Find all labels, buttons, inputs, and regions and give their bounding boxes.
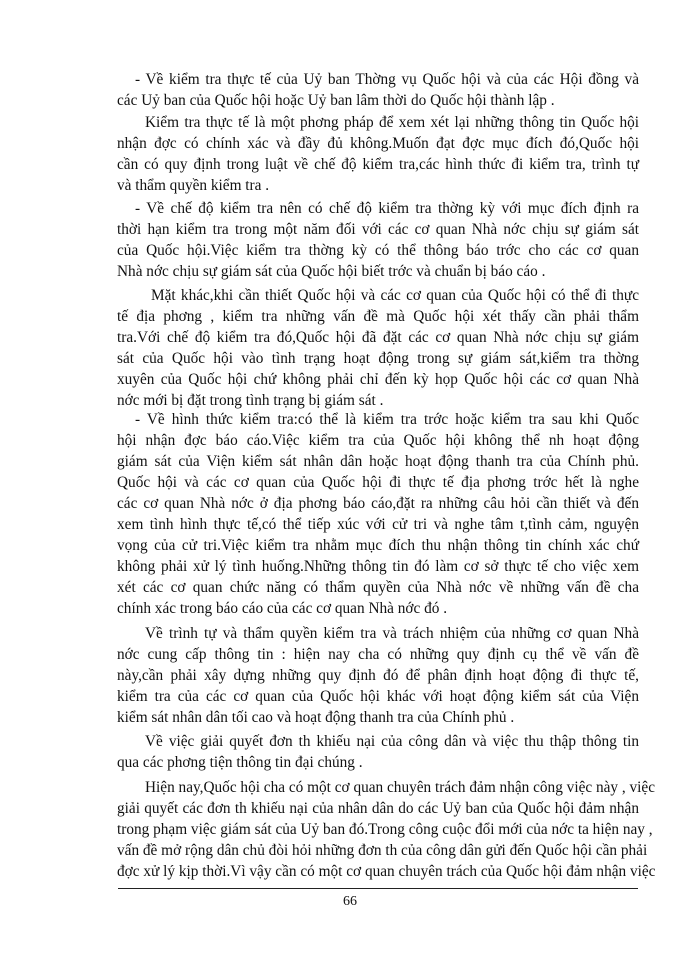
page-number: 66 — [343, 894, 357, 909]
text-line: kiểm sát nhân dân tối cao và hoạt động thanh tra của Chính phủ . — [117, 709, 515, 726]
text-line: - Về kiểm tra thực tế của Uỷ ban Thờng vụ Quốc hội và của các Hội đồng và — [135, 71, 639, 88]
text-line: nhận đợc có chính xác và đầy đủ không.Muốn đạt đợc mục đích đó,Quốc hội — [117, 135, 639, 152]
text-line: Về trình tự và thẩm quyền kiểm tra và trách nhiệm của những cơ quan Nhà — [145, 625, 639, 642]
text-line: đợc xử lý kịp thời.Vì vậy cần có một cơ quan chuyên trách của Quốc hội đảm nhận việc — [117, 863, 656, 880]
text-line: - Về chế độ kiểm tra nên có chế độ kiểm tra thờng kỳ với mục đích định ra — [135, 200, 639, 217]
text-line: không phải xử lý tình huống.Những thông tin đó làm cơ sở thực tế cho việc xem — [117, 558, 639, 575]
text-line: tế địa phơng , kiểm tra những vấn đề mà Quốc hội xét thấy cần phải thẩm — [117, 308, 639, 325]
text-line: các cơ quan Nhà nớc ở địa phơng báo cáo,đặt ra những câu hỏi cần thiết và đến — [117, 495, 639, 512]
text-line: Nhà nớc chịu sự giám sát của Quốc hội biết trớc và chuẩn bị báo cáo . — [117, 263, 546, 280]
text-line: thời hạn kiểm tra trong một năm đối với các cơ quan Nhà nớc chịu sự giám sát — [117, 221, 639, 238]
text-line: sát của Quốc hội vào tình trạng hoạt động trong sự giám sát,kiểm tra thờng — [117, 350, 639, 367]
text-line: kiểm tra của các cơ quan của Quốc hội khác với hoạt động kiểm sát của Viện — [117, 688, 639, 705]
text-line: tra.Với chế độ kiểm tra đó,Quốc hội đã đặt các cơ quan Nhà nớc chịu sự giám — [117, 329, 639, 346]
text-line: cần có quy định trong luật về chế độ kiểm tra,các hình thức đi kiểm tra, trình tự — [117, 156, 639, 173]
text-line: xét các cơ quan chức năng có thẩm quyền của Nhà nớc về những vấn đề cha — [117, 579, 639, 596]
text-line: - Về hình thức kiểm tra:có thể là kiểm tra trớc hoặc kiểm tra sau khi Quốc — [135, 411, 639, 428]
text-line: các Uỷ ban của Quốc hội hoặc Uỷ ban lâm thời do Quốc hội thành lập . — [117, 92, 555, 109]
text-line: hội nhận đợc báo cáo.Việc kiểm tra của Quốc hội không thể nh hoạt động — [117, 432, 639, 449]
text-line: giải quyết các đơn th khiếu nại của nhân dân do các Uỷ ban của Quốc hội đảm nhận — [117, 800, 639, 817]
text-line: qua các phơng tiện thông tin đại chúng . — [117, 754, 363, 771]
text-line: vọng của cử tri.Việc kiểm tra nhằm mục đích thu nhận thông tin chính xác chứ — [117, 537, 639, 554]
text-line: nớc mới bị đặt trong tình trạng bị giám sát . — [117, 392, 384, 409]
text-line: trong phạm việc giám sát của Uỷ ban đó.Trong công cuộc đổi mới của nớc ta hiện nay , — [117, 821, 653, 838]
text-line: chính xác trong báo cáo của các cơ quan Nhà nớc đó . — [117, 600, 448, 617]
text-line: vấn đề mở rộng dân chủ đòi hỏi những đơn th của công dân gửi đến Quốc hội cần phải — [117, 842, 648, 859]
text-line: giám sát của Viện kiểm sát nhân dân hoặc hoạt động thanh tra của Chính phủ. — [117, 453, 639, 470]
text-line: Kiểm tra thực tế là một phơng pháp để xem xét lại những thông tin Quốc hội — [145, 114, 639, 131]
text-line: Về việc giải quyết đơn th khiếu nại của công dân và việc thu thập thông tin — [145, 733, 639, 750]
text-line: và thẩm quyền kiểm tra . — [117, 177, 270, 194]
text-line: Quốc hội và các cơ quan của Quốc hội đi thực tế địa phơng trớc hết là nghe — [117, 474, 639, 491]
text-line: Mặt khác,khi cần thiết Quốc hội và các cơ quan của Quốc hội có thể đi thực — [151, 287, 639, 304]
text-line: xem tình hình thực tế,có thể tiếp xúc với cử tri và nghe tâm t,tình cảm, nguyện — [117, 516, 639, 533]
text-line: Hiện nay,Quốc hội cha có một cơ quan chuyên trách đảm nhận công việc này , việc — [145, 779, 656, 796]
text-line: của Quốc hội.Việc kiểm tra thờng kỳ có thể thông báo trớc cho các cơ quan — [117, 242, 639, 259]
footer-rule — [118, 888, 638, 889]
text-line: này,cần phải xây dựng những quy định đó để phân định hoạt động đi thực tế, — [117, 667, 639, 684]
text-line: nớc cung cấp thông tin : hiện nay cha có những quy định cụ thể về vấn đề — [117, 646, 639, 663]
text-line: xuyên của Quốc hội chứ không phải chỉ đến kỳ họp Quốc hội các cơ quan Nhà — [117, 371, 639, 388]
